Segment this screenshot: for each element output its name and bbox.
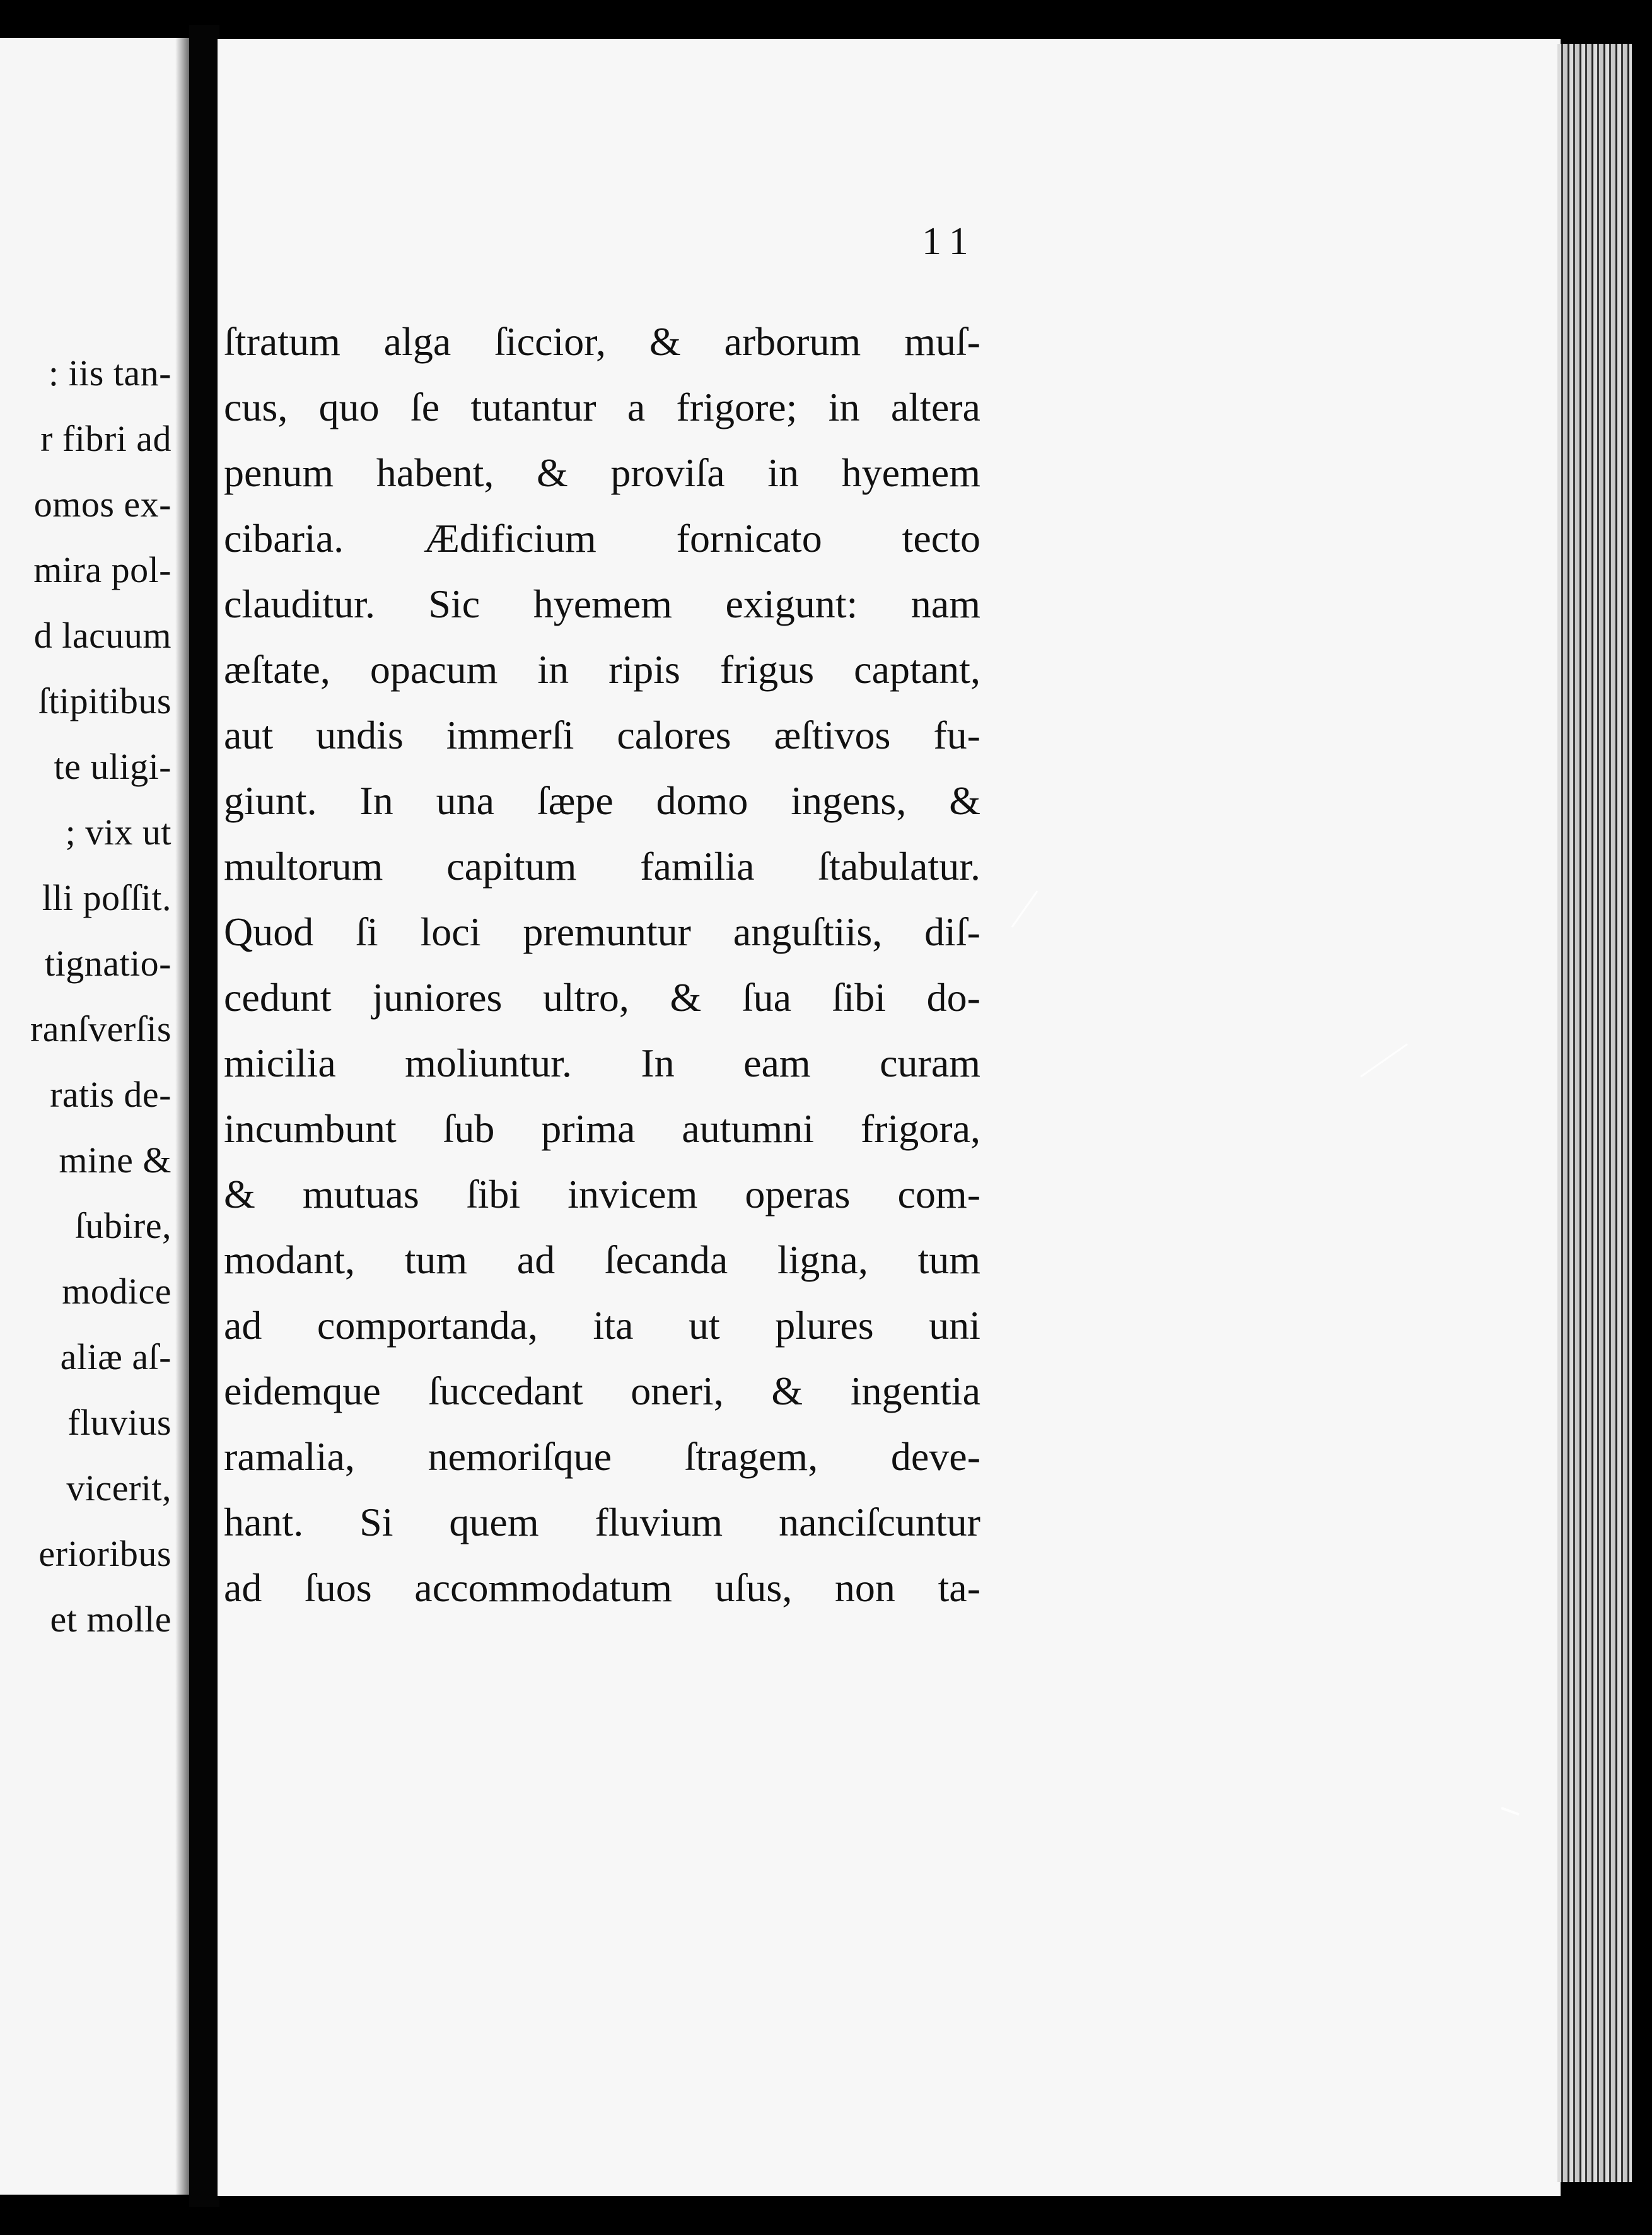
body-text-line: aut undis immerſi calores æſtivos fu- <box>224 713 980 757</box>
body-text-line: ad comportanda, ita ut plures uni <box>224 1303 980 1348</box>
left-page-line: mira pol- <box>33 549 172 590</box>
gutter-shadow <box>175 38 189 2195</box>
left-page-line: modice <box>62 1271 172 1312</box>
left-page-line: ſtipitibus <box>38 680 172 721</box>
left-page-line: mine & <box>59 1140 172 1181</box>
body-text-line: eidemque ſuccedant oneri, & ingentia <box>224 1368 980 1413</box>
left-page-line: erioribus <box>38 1533 172 1574</box>
body-text-line: modant, tum ad ſecanda ligna, tum <box>224 1237 980 1282</box>
body-text-line: giunt. In una ſæpe domo ingens, & <box>224 778 980 823</box>
left-page-line: : iis tan- <box>48 353 172 394</box>
left-page-line: ſubire, <box>74 1205 172 1246</box>
body-text-line: multorum capitum familia ſtabulatur. <box>224 844 980 889</box>
body-text-line: clauditur. Sic hyemem exigunt: nam <box>224 581 980 626</box>
body-text-line: ad ſuos accommodatum uſus, non ta- <box>224 1565 980 1610</box>
body-text-column <box>224 309 980 1621</box>
left-page-line: vicerit, <box>66 1468 172 1508</box>
left-page-text-column <box>0 341 172 1652</box>
page-edges <box>1557 44 1632 2182</box>
book-binding-gutter <box>189 25 219 2207</box>
body-text-line: ramalia, nemoriſque ſtragem, deve- <box>224 1434 980 1479</box>
body-text-line: micilia moliuntur. In eam curam <box>224 1041 980 1085</box>
body-text-line: hant. Si quem fluvium nanciſcuntur <box>224 1500 980 1544</box>
page-number: 11 <box>922 220 977 263</box>
body-text-line: cus, quo ſe tutantur a frigore; in altera <box>224 385 980 429</box>
body-text-line: cibaria. Ædificium fornicato tecto <box>224 516 980 561</box>
body-text-line: æſtate, opacum in ripis frigus captant, <box>224 647 980 692</box>
left-page-line: ratis de- <box>50 1074 172 1115</box>
body-text-line: ſtratum alga ſiccior, & arborum muſ- <box>224 319 980 364</box>
left-page-line: fluvius <box>67 1402 172 1443</box>
left-page-line: omos ex- <box>33 484 172 525</box>
left-page-line: tignatio- <box>44 943 172 984</box>
body-text-line: incumbunt ſub prima autumni frigora, <box>224 1106 980 1151</box>
left-page-line: d lacuum <box>33 615 172 656</box>
left-page-line: aliæ aſ- <box>60 1336 172 1377</box>
body-text-line: penum habent, & proviſa in hyemem <box>224 450 980 495</box>
left-page-line: r fibri ad <box>40 418 172 459</box>
left-page-line: ranſverſis <box>30 1008 172 1049</box>
left-page-line: te uligi- <box>54 746 172 787</box>
body-text-line: Quod ſi loci premuntur anguſtiis, diſ- <box>224 909 980 954</box>
left-page-line: et molle <box>50 1599 172 1640</box>
left-page-line: ; vix ut <box>65 812 172 853</box>
body-text-line: cedunt juniores ultro, & ſua ſibi do- <box>224 975 980 1020</box>
left-page-line: lli poſſit. <box>42 877 172 918</box>
left-facing-page <box>0 38 189 2195</box>
body-text-line: & mutuas ſibi invicem operas com- <box>224 1172 980 1217</box>
